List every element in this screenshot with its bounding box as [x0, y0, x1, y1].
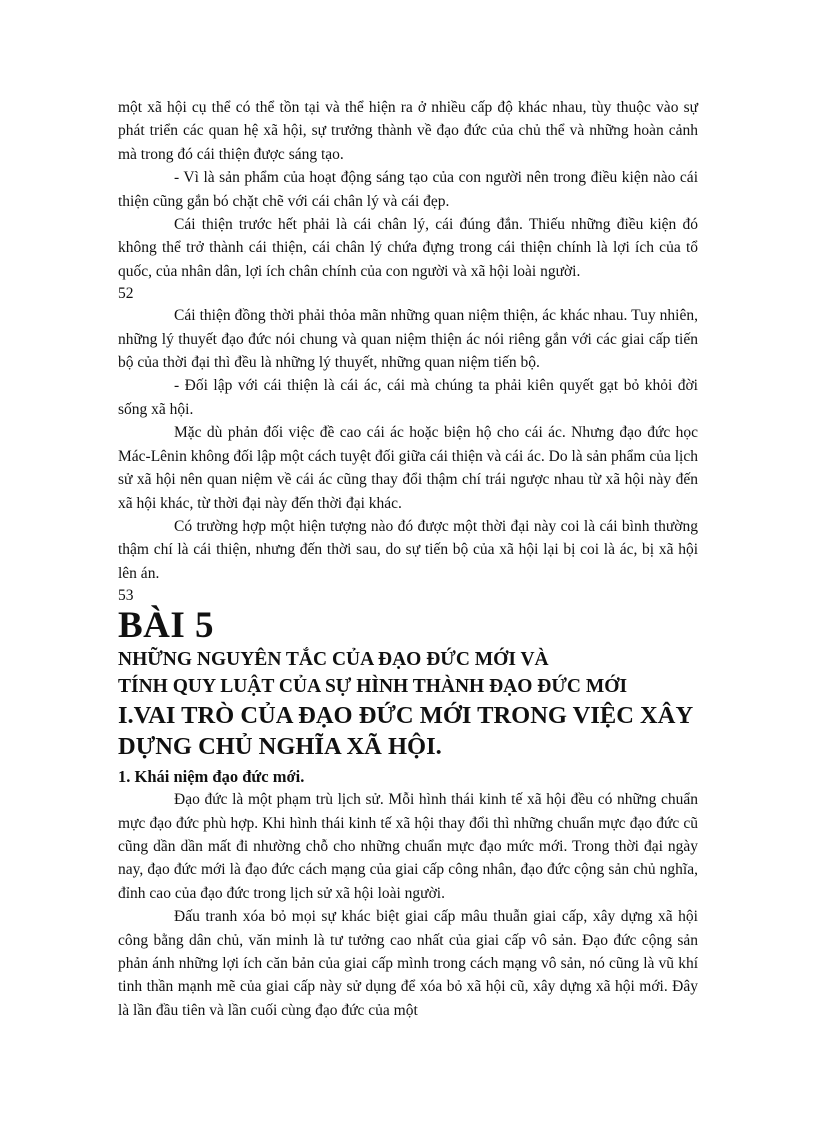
lesson-heading: BÀI 5 — [118, 605, 215, 647]
paragraph-9: Đấu tranh xóa bỏ mọi sự khác biệt giai cấp mâu thuẫn giai cấp, xây dựng xã hội công bằng dân chủ, văn minh là tư tưởng cao nhất của giai cấp vô sản. Đạo đức cộng sản phản ánh những lợi ích căn bản của giai cấp mình trong cách mạng vô sản, nó cũng là vũ khí tinh thần mạnh mẽ của giai cấp này sử dụng để xóa bỏ xã hội cũ, xây dựng xã hội mới. Đây là lần đầu tiên và lần cuối cùng đạo đức của một — [118, 908, 698, 1019]
paragraph-6: Mặc dù phản đối việc đề cao cái ác hoặc biện hộ cho cái ác. Nhưng đạo đức học Mác-Lênin không đối lập một cách tuyệt đối giữa cái thiện và cái ác. Do là sản phẩm của lịch sử xã hội nên quan niệm về cái ác cũng thay đổi thậm chí trái ngược nhau từ xã hội này đến xã hội khác, từ thời đại này đến thời đại khác. — [118, 424, 698, 512]
paragraph-7: Có trường hợp một hiện tượng nào đó được một thời đại này coi là cái bình thường thậm chí là cái thiện, nhưng đến thời sau, do sự tiến bộ của xã hội lại bị coi là ác, bị xã hội lên án. — [118, 517, 698, 582]
page-number-53: 53 — [118, 587, 134, 605]
paragraph-5: - Đối lập với cái thiện là cái ác, cái mà chúng ta phải kiên quyết gạt bỏ khỏi đời sống xã hội. — [118, 377, 698, 418]
paragraph-8: Đạo đức là một phạm trù lịch sử. Mỗi hình thái kinh tế xã hội đều có những chuẩn mực đạo đức phù hợp. Khi hình thái kinh tế xã hội thay đổi thì những chuẩn mực đạo đức cũ cũng dần dần mất đi nhường chỗ cho những chuẩn mực đạo mức mới. Trong thời đại ngày nay, đạo đức mới là đạo đức cách mạng của giai cấp công nhân, đạo đức cộng sản chủ nghĩa, đỉnh cao của đạo đức trong lịch sử xã hội loài người. — [118, 791, 698, 902]
paragraph-2: - Vì là sản phẩm của hoạt động sáng tạo của con người nên trong điều kiện nào cái thiện cũng gắn bó chặt chẽ với cái chân lý và cái đẹp. — [118, 169, 698, 210]
paragraph-3: Cái thiện trước hết phải là cái chân lý, cái đúng đắn. Thiếu những điều kiện đó không thể trở thành cái thiện, cái chân lý chứa đựng trong cái thiện chính là lợi ích của tổ quốc, của nhân dân, lợi ích chân chính của con người và xã hội loài người. — [118, 216, 698, 280]
document-page — [118, 96, 698, 1022]
subsection-heading: 1. Khái niệm đạo đức mới. — [118, 767, 305, 787]
section-heading: I.VAI TRÒ CỦA ĐẠO ĐỨC MỚI TRONG VIỆC XÂY DỰNG CHỦ NGHĨA XÃ HỘI. — [118, 702, 693, 761]
paragraph-1: một xã hội cụ thể có thể tồn tại và thể hiện ra ở nhiều cấp độ khác nhau, tùy thuộc vào sự phát triển các quan hệ xã hội, sự trưởng thành về đạo đức của chủ thể và những hoàn cảnh mà trong đó cái thiện được sáng tạo. — [118, 99, 698, 163]
page-number-52: 52 — [118, 285, 134, 303]
lesson-title-line-1: NHỮNG NGUYÊN TẮC CỦA ĐẠO ĐỨC MỚI VÀ — [118, 649, 549, 671]
paragraph-4: Cái thiện đồng thời phải thỏa mãn những quan niệm thiện, ác khác nhau. Tuy nhiên, những lý thuyết đạo đức nói chung và quan niệm thiện ác nói riêng gắn với các giai cấp tiến bộ của thời đại thì đều là những lý thuyết, những quan niệm tiến bộ. — [118, 307, 698, 372]
lesson-title-line-2: TÍNH QUY LUẬT CỦA SỰ HÌNH THÀNH ĐẠO ĐỨC MỚI — [118, 676, 628, 698]
